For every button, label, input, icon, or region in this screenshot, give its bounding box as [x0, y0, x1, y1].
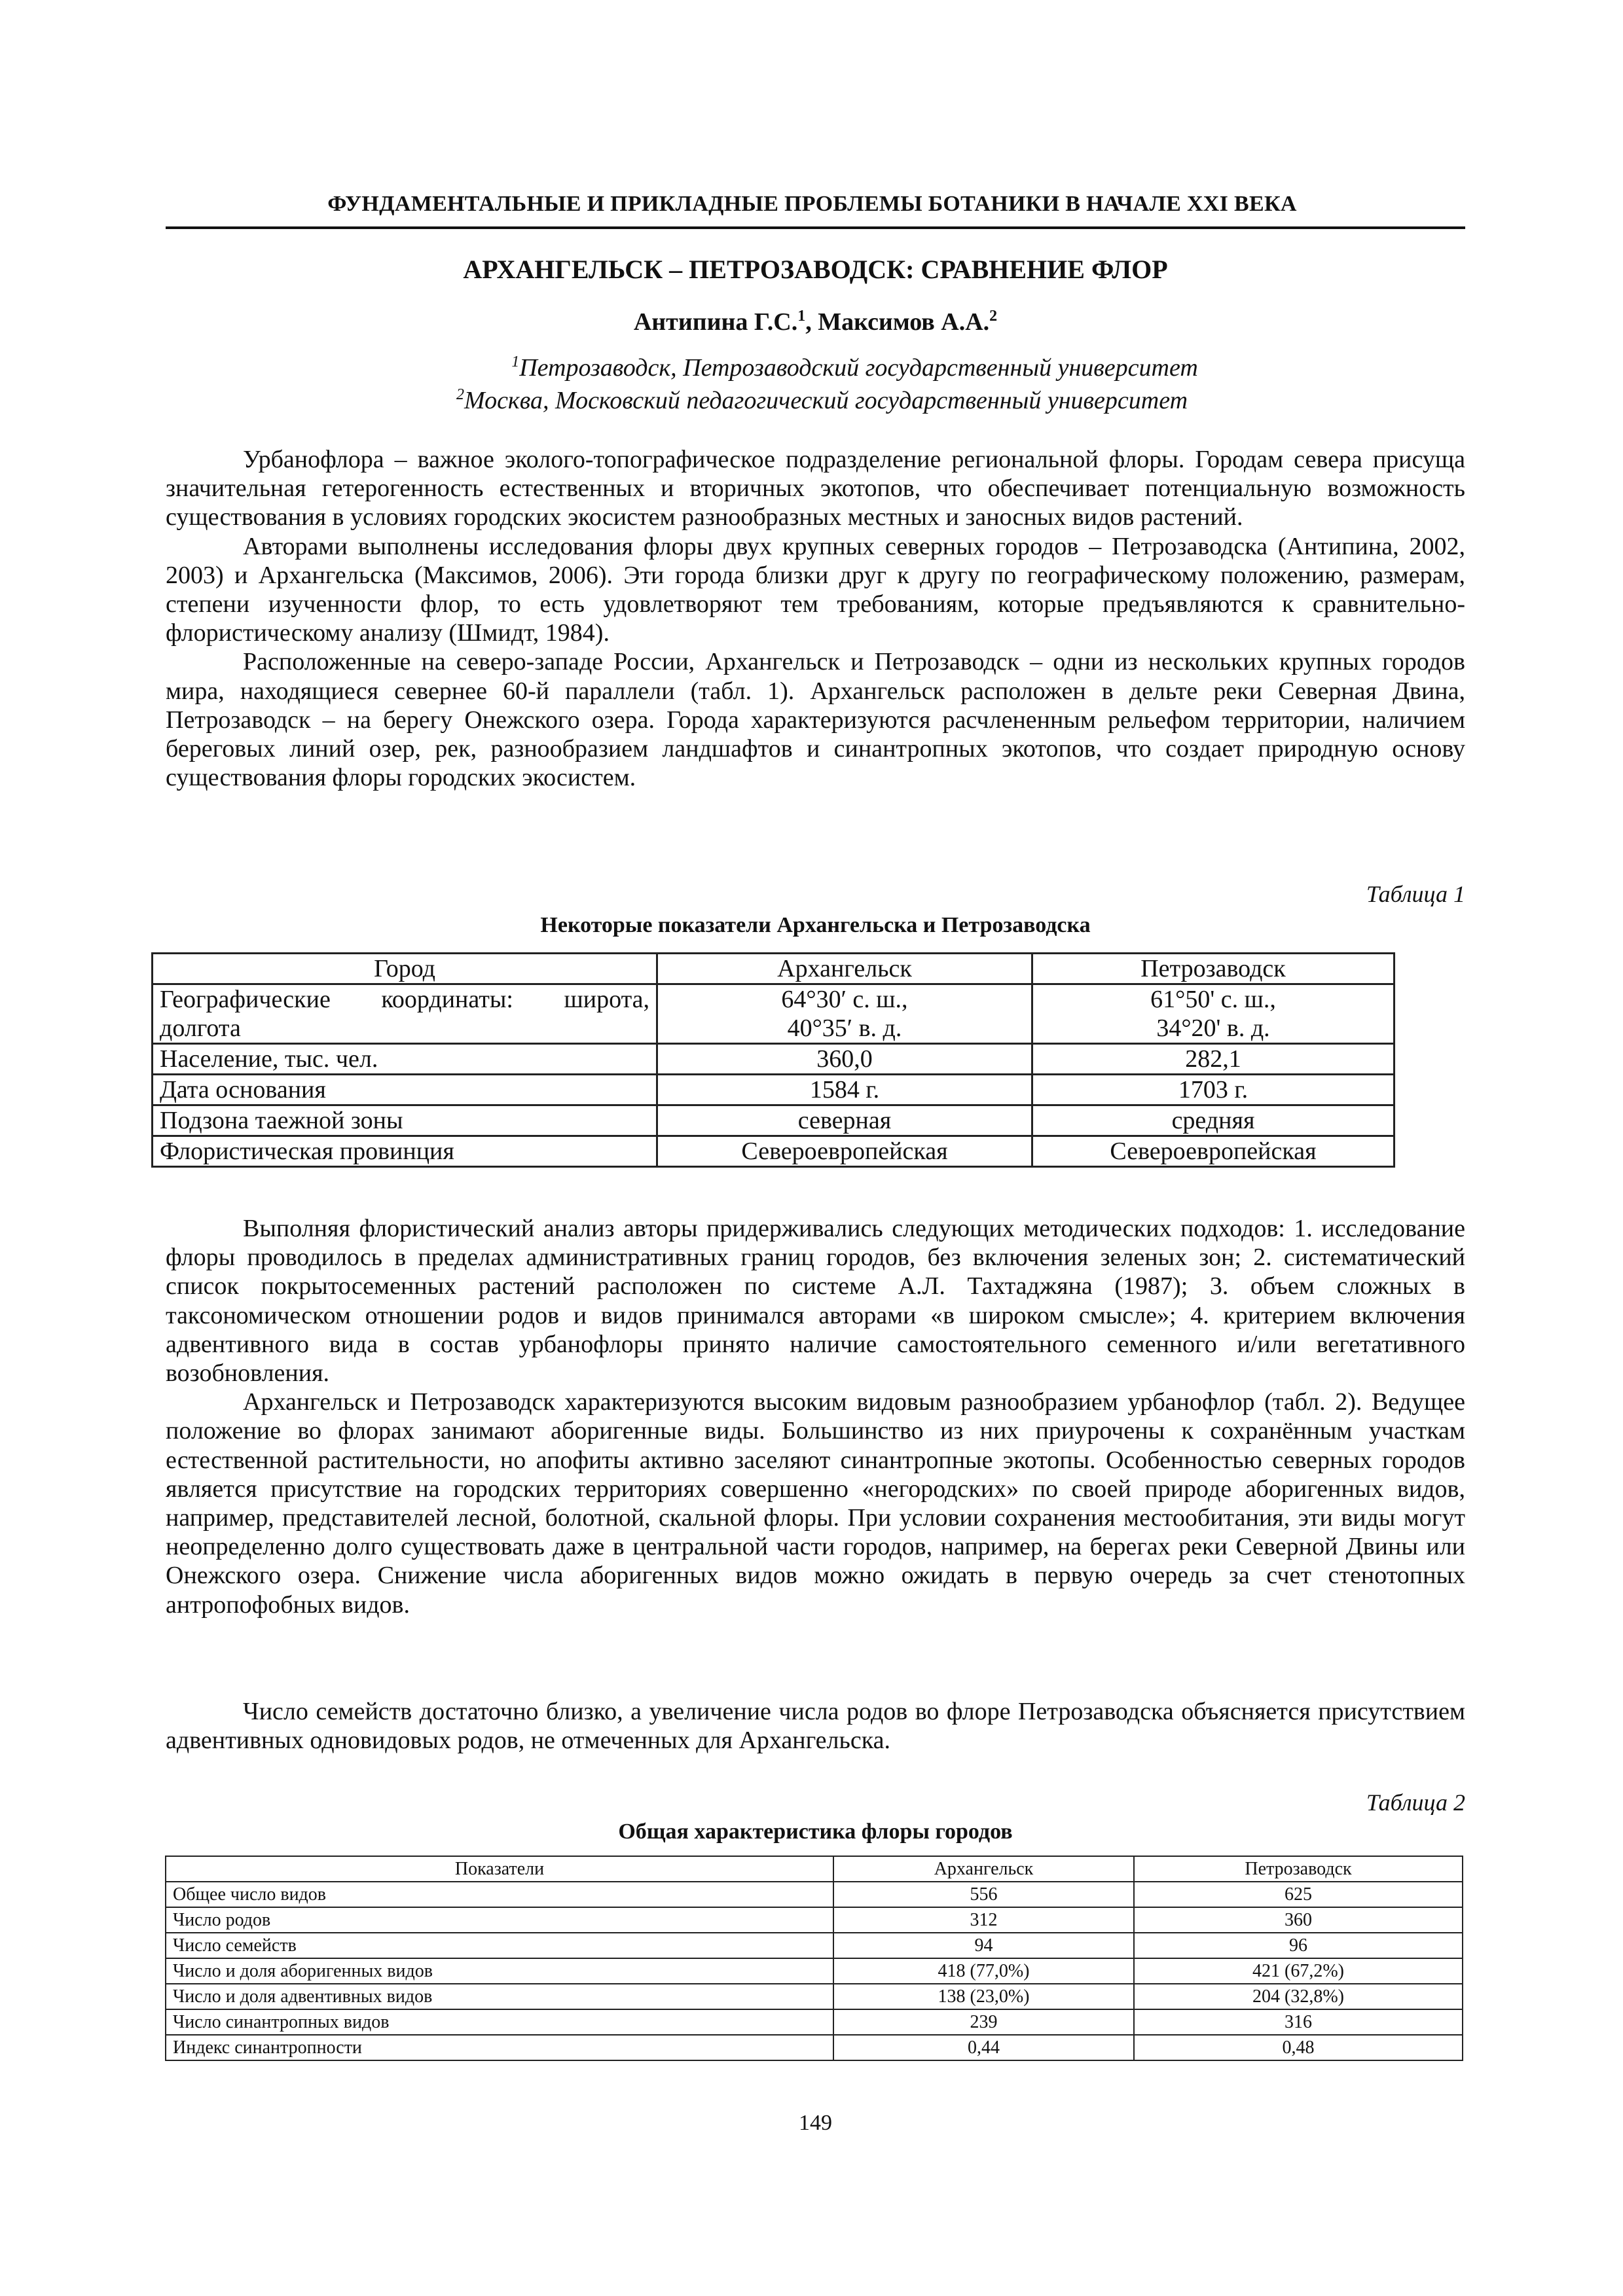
table-cell-label: Число семейств: [166, 1933, 833, 1958]
table1: [151, 952, 1395, 1168]
cell-line: Географические координаты: широта,: [160, 986, 649, 1013]
table-cell: [657, 984, 1032, 1044]
paragraph: Авторами выполнены исследования флоры двух крупных северных городов – Петрозаводска (Антипина, 2002, 2003) и Архангельска (Максимов, 2006). Эти города близки друг к другу по географическому положению, размерам, степени изученности флор, то есть удовлетворяют тем требованиям, которые предъявляются к сравнительно-флористическому анализу (Шмидт, 1984).: [166, 532, 1465, 647]
table-cell: 360,0: [657, 1044, 1032, 1075]
paragraph: Урбанофлора – важное эколого-топографическое подразделение региональной флоры. Городам севера присуща значительная гетерогенность естественных и вторичных экотопов, что обеспечивает потенциальную возможность существования в условиях городских экосистем разнообразных местных и заносных видов растений.: [166, 446, 1465, 531]
table-row: [166, 1984, 1463, 2009]
table2: [165, 1856, 1463, 2061]
table-cell: 625: [1134, 1882, 1463, 1907]
paragraph: Архангельск и Петрозаводск характеризуются высоким видовым разнообразием урбанофлор (табл. 2). Ведущее положение во флорах занимают аборигенные виды. Большинство из них приурочены к сохранённым участкам естественной растительности, но апофиты активно заселяют синантропные экотопы. Особенностью северных городов является присутствие на городских территориях совершенно «негородских» по своей природе аборигенных видов, например, представителей лесной, болотной, скальной флоры. При условии сохранения местообитания, эти виды могут неопределенно долго существовать даже в центральной части городов, например, на берегах реки Северной Двины или Онежского озера. Снижение числа аборигенных видов можно ожидать в первую очередь за счет стенотопных антропофобных видов.: [166, 1388, 1465, 1619]
table-cell: северная: [657, 1105, 1032, 1136]
table-cell: Североевропейская: [657, 1136, 1032, 1167]
author-affiliation-mark: 2: [989, 308, 998, 325]
table-cell: средняя: [1032, 1105, 1395, 1136]
paragraph: Число семейств достаточно близко, а увеличение числа родов во флоре Петрозаводска объясняется присутствием адвентивных одновидовых родов, не отмеченных для Архангельска.: [166, 1698, 1465, 1755]
author-name: Антипина Г.С.: [633, 308, 798, 336]
body-section-methods: [166, 1214, 1465, 1619]
table-cell-label: Число и доля аборигенных видов: [166, 1958, 833, 1984]
table-cell: 96: [1134, 1933, 1463, 1958]
table-cell: Североевропейская: [1032, 1136, 1395, 1167]
body-section-intro: [166, 445, 1465, 792]
table-cell: 94: [833, 1933, 1134, 1958]
table-cell: 204 (32,8%): [1134, 1984, 1463, 2009]
table-cell: 1703 г.: [1032, 1075, 1395, 1105]
cell-line: 61°50' с. ш.,: [1150, 986, 1276, 1013]
table-row: [166, 1907, 1463, 1933]
table-row: [153, 1105, 1395, 1136]
affiliation-text: Москва, Московский педагогический государственный университет: [464, 387, 1188, 414]
table2-label: Таблица 2: [1366, 1789, 1465, 1816]
table-cell-label: Население, тыс. чел.: [153, 1044, 657, 1075]
table-cell: 0,48: [1134, 2035, 1463, 2060]
table-cell: 421 (67,2%): [1134, 1958, 1463, 1984]
table1-label: Таблица 1: [1366, 881, 1465, 907]
table-cell: 282,1: [1032, 1044, 1395, 1075]
table-cell-label: Подзона таежной зоны: [153, 1105, 657, 1136]
table-header-cell: Город: [153, 954, 657, 984]
cell-line: 34°20' в. д.: [1156, 1014, 1270, 1042]
author-separator: ,: [805, 308, 818, 336]
table-cell: 316: [1134, 2009, 1463, 2035]
running-head: ФУНДАМЕНТАЛЬНЫЕ И ПРИКЛАДНЫЕ ПРОБЛЕМЫ БОТАНИКИ В НАЧАЛЕ XXI ВЕКА: [327, 192, 1297, 216]
authors-line: [166, 308, 1465, 336]
header-rule: [166, 226, 1465, 229]
table-row: [166, 1882, 1463, 1907]
table-cell-label: Число синантропных видов: [166, 2009, 833, 2035]
affiliation-2: [166, 386, 1465, 415]
table-cell: [1032, 984, 1395, 1044]
table-header-row: [153, 954, 1395, 984]
table-row: [166, 1958, 1463, 1984]
cell-line: 64°30′ с. ш.,: [781, 986, 908, 1013]
author-affiliation-mark: 1: [797, 308, 806, 325]
table-cell: 360: [1134, 1907, 1463, 1933]
affiliation-1: [166, 353, 1465, 382]
table-cell-label: [153, 984, 657, 1044]
table-row: [153, 1044, 1395, 1075]
table-cell: 1584 г.: [657, 1075, 1032, 1105]
table-cell: 138 (23,0%): [833, 1984, 1134, 2009]
table-header-cell: Петрозаводск: [1032, 954, 1395, 984]
affiliation-text: Петрозаводск, Петрозаводский государственный университет: [519, 354, 1198, 382]
table-cell: 0,44: [833, 2035, 1134, 2060]
paragraph: Расположенные на северо-западе России, Архангельск и Петрозаводск – одни из нескольких крупных городов мира, находящиеся севернее 60-й параллели (табл. 1). Архангельск расположен в дельте реки Северная Двина, Петрозаводск – на берегу Онежского озера. Города характеризуются расчлененным рельефом территории, наличием береговых линий озер, рек, разнообразием ландшафтов и синантропных экотопов, что создает природную основу существования флоры городских экосистем.: [166, 648, 1465, 792]
page-number: 149: [799, 2111, 832, 2135]
table-cell: 556: [833, 1882, 1134, 1907]
table-header-cell: Архангельск: [657, 954, 1032, 984]
table-cell: 312: [833, 1907, 1134, 1933]
table1-caption: Некоторые показатели Архангельска и Петрозаводска: [540, 913, 1091, 937]
table-cell: 418 (77,0%): [833, 1958, 1134, 1984]
table-row: [166, 2035, 1463, 2060]
table-header-cell: Архангельск: [833, 1856, 1134, 1882]
body-section-families: [166, 1697, 1465, 1755]
table-cell-label: Флористическая провинция: [153, 1136, 657, 1167]
table-cell-label: Индекс синантропности: [166, 2035, 833, 2060]
table-header-cell: Показатели: [166, 1856, 833, 1882]
table-row: [166, 2009, 1463, 2035]
table-cell-label: Общее число видов: [166, 1882, 833, 1907]
affiliation-mark: 1: [511, 353, 520, 370]
table-cell-label: Дата основания: [153, 1075, 657, 1105]
cell-line: долгота: [160, 1014, 241, 1042]
table-row: [153, 1075, 1395, 1105]
table-cell-label: Число и доля адвентивных видов: [166, 1984, 833, 2009]
table-row: [153, 1136, 1395, 1167]
table-cell-label: Число родов: [166, 1907, 833, 1933]
table-header-cell: Петрозаводск: [1134, 1856, 1463, 1882]
table-header-row: [166, 1856, 1463, 1882]
table-cell: 239: [833, 2009, 1134, 2035]
paragraph: Выполняя флористический анализ авторы придерживались следующих методических подходов: 1. исследование флоры проводилось в пределах административных границ городов, без включения зеленых зон; 2. систематический список покрытосеменных растений расположен по системе А.Л. Тахтаджяна (1987); 3. объем сложных в таксономическом отношении родов и видов принимался авторами «в широком смысле»; 4. критерием включения адвентивного вида в состав урбанофлоры принято наличие самостоятельного семенного и/или вегетативного возобновления.: [166, 1215, 1465, 1388]
table-row: [153, 984, 1395, 1044]
table-row: [166, 1933, 1463, 1958]
table2-caption: Общая характеристика флоры городов: [618, 1820, 1013, 1844]
author-name: Максимов А.А.: [818, 308, 990, 336]
cell-line: 40°35′ в. д.: [787, 1014, 902, 1042]
affiliation-mark: 2: [456, 386, 464, 403]
article-title: АРХАНГЕЛЬСК – ПЕТРОЗАВОДСК: СРАВНЕНИЕ ФЛОР: [463, 255, 1168, 284]
